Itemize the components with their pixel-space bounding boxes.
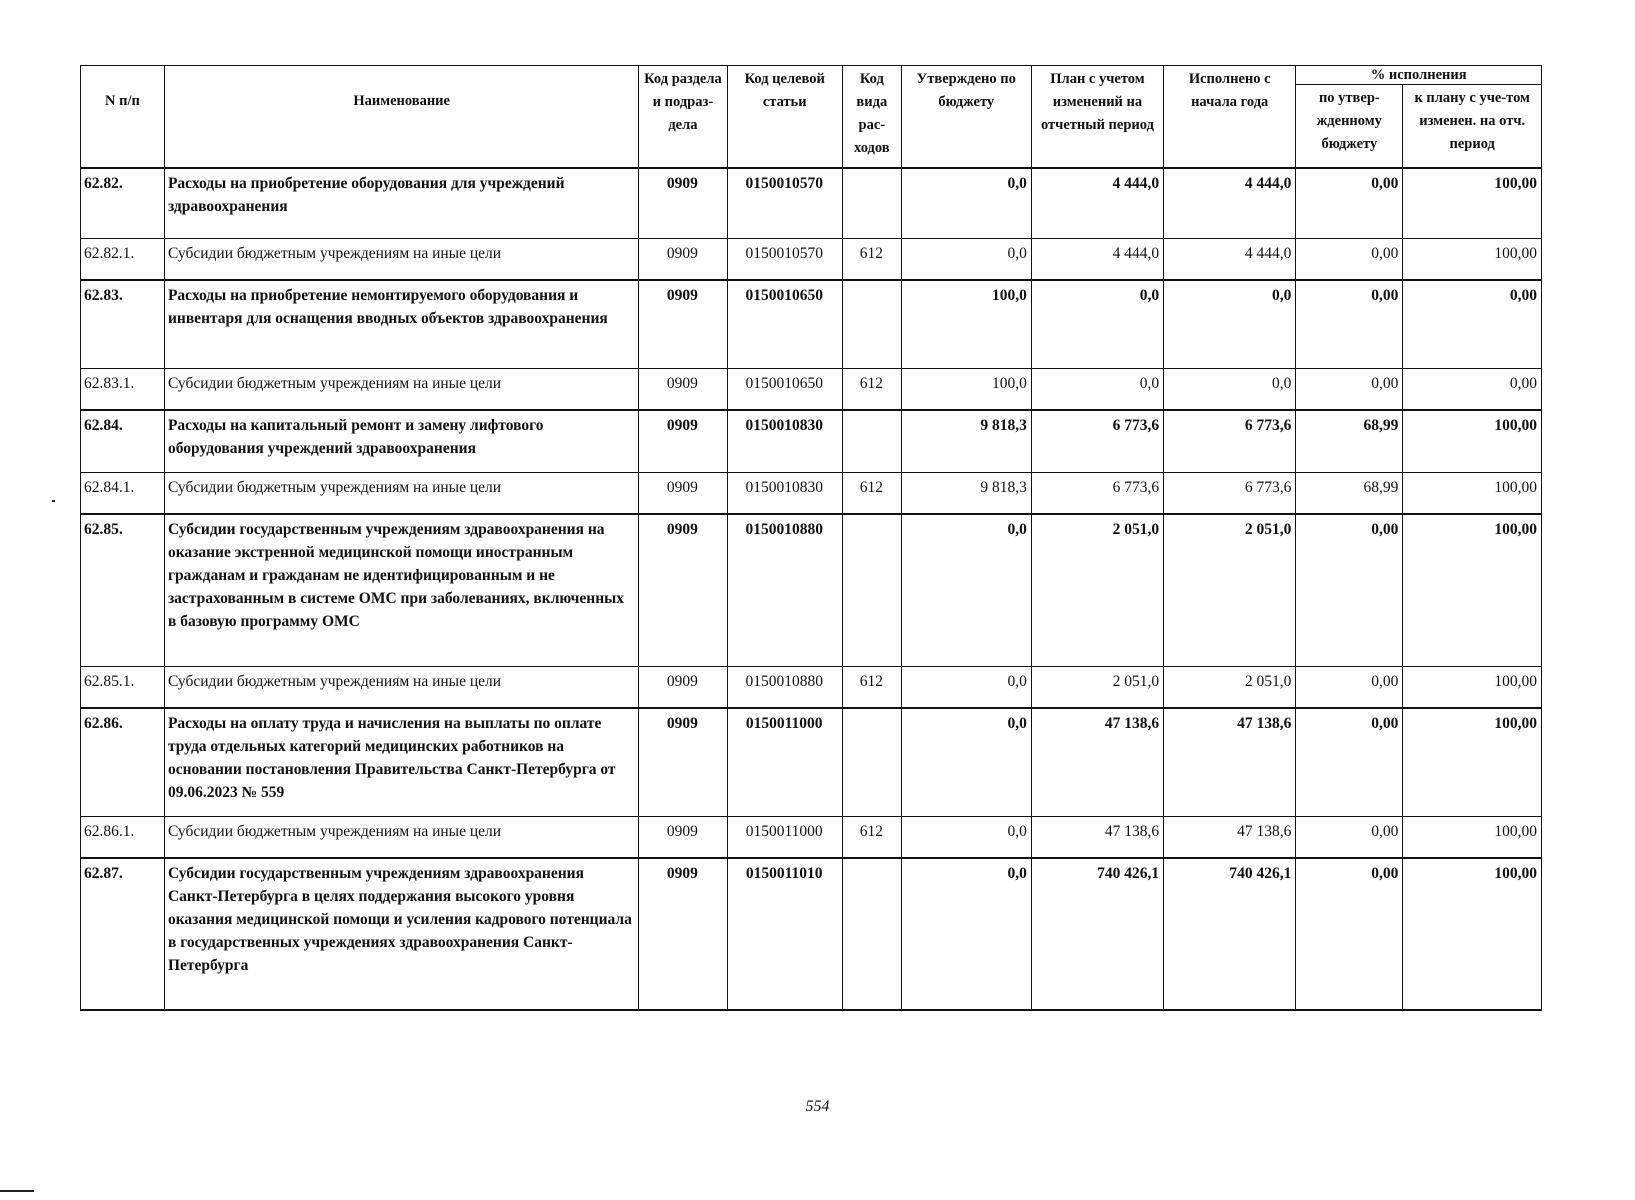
row-target-code: 0150010570 (727, 238, 842, 280)
row-approved: 9 818,3 (901, 472, 1031, 514)
row-target-code: 0150010830 (727, 410, 842, 472)
row-expense-code (842, 708, 901, 816)
header-pct-group: % исполнения (1296, 66, 1542, 85)
row-executed: 4 444,0 (1164, 168, 1296, 238)
row-expense-code: 612 (842, 472, 901, 514)
row-expense-code: 612 (842, 238, 901, 280)
row-expense-code (842, 858, 901, 1010)
row-name: Субсидии бюджетным учреждениям на иные цели (164, 238, 638, 280)
row-plan: 4 444,0 (1031, 238, 1163, 280)
row-plan: 0,0 (1031, 280, 1163, 368)
row-section-code: 0909 (639, 666, 727, 708)
header-name: Наименование (164, 66, 638, 169)
row-section-code: 0909 (639, 472, 727, 514)
table-row (81, 858, 1542, 1010)
row-section-code: 0909 (639, 168, 727, 238)
row-pct-plan: 100,00 (1403, 708, 1542, 816)
row-plan: 2 051,0 (1031, 666, 1163, 708)
row-target-code: 0150011000 (727, 708, 842, 816)
table-row (81, 666, 1542, 708)
row-name: Субсидии государственным учреждениям здравоохранения на оказание экстренной медицинской помощи иностранным гражданам и гражданам не идентифицированным и не застрахованным в системе ОМС при заболеваниях, включенных в базовую программу ОМС (164, 514, 638, 666)
row-target-code: 0150011010 (727, 858, 842, 1010)
row-expense-code (842, 280, 901, 368)
budget-execution-table (80, 65, 1542, 1011)
row-section-code: 0909 (639, 708, 727, 816)
row-approved: 100,0 (901, 280, 1031, 368)
row-plan: 0,0 (1031, 368, 1163, 410)
row-name: Расходы на капитальный ремонт и замену лифтового оборудования учреждений здравоохранения (164, 410, 638, 472)
row-number: 62.83.1. (81, 368, 165, 410)
row-executed: 0,0 (1164, 368, 1296, 410)
row-pct-plan: 100,00 (1403, 514, 1542, 666)
row-section-code: 0909 (639, 858, 727, 1010)
row-expense-code (842, 514, 901, 666)
table-row (81, 472, 1542, 514)
row-target-code: 0150010880 (727, 666, 842, 708)
row-name: Расходы на оплату труда и начисления на выплаты по оплате труда отдельных категорий медицинских работников на основании постановления Правительства Санкт-Петербурга от 09.06.2023 № 559 (164, 708, 638, 816)
row-approved: 0,0 (901, 708, 1031, 816)
row-pct-budget: 0,00 (1296, 708, 1403, 816)
row-number: 62.82. (81, 168, 165, 238)
row-number: 62.85. (81, 514, 165, 666)
row-expense-code: 612 (842, 666, 901, 708)
row-number: 62.82.1. (81, 238, 165, 280)
table-body (81, 168, 1542, 1010)
row-pct-plan: 100,00 (1403, 816, 1542, 858)
row-target-code: 0150011000 (727, 816, 842, 858)
header-approved: Утверждено по бюджету (901, 66, 1031, 169)
row-pct-budget: 0,00 (1296, 514, 1403, 666)
row-name: Расходы на приобретение оборудования для учреждений здравоохранения (164, 168, 638, 238)
header-executed: Исполнено с начала года (1164, 66, 1296, 169)
row-executed: 47 138,6 (1164, 708, 1296, 816)
row-pct-budget: 68,99 (1296, 410, 1403, 472)
table-header (81, 66, 1542, 169)
row-name: Расходы на приобретение немонтируемого оборудования и инвентаря для оснащения вводных объектов здравоохранения (164, 280, 638, 368)
row-executed: 740 426,1 (1164, 858, 1296, 1010)
table-row (81, 280, 1542, 368)
table-row (81, 238, 1542, 280)
row-pct-budget: 0,00 (1296, 368, 1403, 410)
row-target-code: 0150010880 (727, 514, 842, 666)
table-row (81, 410, 1542, 472)
row-executed: 2 051,0 (1164, 666, 1296, 708)
table-row (81, 514, 1542, 666)
row-name: Субсидии бюджетным учреждениям на иные цели (164, 472, 638, 514)
row-number: 62.85.1. (81, 666, 165, 708)
row-number: 62.87. (81, 858, 165, 1010)
row-name: Субсидии бюджетным учреждениям на иные цели (164, 816, 638, 858)
row-plan: 2 051,0 (1031, 514, 1163, 666)
header-section-code: Код раздела и подраз-дела (639, 66, 727, 169)
row-pct-plan: 100,00 (1403, 238, 1542, 280)
row-pct-plan: 0,00 (1403, 368, 1542, 410)
table-row (81, 168, 1542, 238)
row-number: 62.84. (81, 410, 165, 472)
row-approved: 9 818,3 (901, 410, 1031, 472)
row-name: Субсидии бюджетным учреждениям на иные цели (164, 666, 638, 708)
row-expense-code (842, 410, 901, 472)
row-name: Субсидии государственным учреждениям здравоохранения Санкт-Петербурга в целях поддержания высокого уровня оказания медицинской помощи и усиления кадрового потенциала в государственных учреждениях здравоохранения Санкт-Петербурга (164, 858, 638, 1010)
header-num: N п/п (81, 66, 165, 169)
row-approved: 0,0 (901, 858, 1031, 1010)
row-approved: 100,0 (901, 368, 1031, 410)
row-plan: 47 138,6 (1031, 816, 1163, 858)
header-plan: План с учетом изменений на отчетный период (1031, 66, 1163, 169)
row-pct-plan: 0,00 (1403, 280, 1542, 368)
row-section-code: 0909 (639, 816, 727, 858)
header-target-code: Код целевой статьи (727, 66, 842, 169)
row-pct-budget: 68,99 (1296, 472, 1403, 514)
row-executed: 0,0 (1164, 280, 1296, 368)
scan-dot-mark (52, 500, 55, 502)
row-executed: 6 773,6 (1164, 472, 1296, 514)
row-target-code: 0150010650 (727, 280, 842, 368)
row-section-code: 0909 (639, 410, 727, 472)
row-section-code: 0909 (639, 368, 727, 410)
row-executed: 4 444,0 (1164, 238, 1296, 280)
row-pct-plan: 100,00 (1403, 858, 1542, 1010)
row-expense-code (842, 168, 901, 238)
page-number: 554 (805, 1098, 830, 1115)
table-row (81, 816, 1542, 858)
row-pct-budget: 0,00 (1296, 816, 1403, 858)
row-section-code: 0909 (639, 238, 727, 280)
row-pct-plan: 100,00 (1403, 472, 1542, 514)
row-approved: 0,0 (901, 666, 1031, 708)
row-expense-code: 612 (842, 368, 901, 410)
row-pct-budget: 0,00 (1296, 238, 1403, 280)
row-approved: 0,0 (901, 168, 1031, 238)
row-plan: 47 138,6 (1031, 708, 1163, 816)
scan-edge-mark (0, 1190, 34, 1192)
row-plan: 740 426,1 (1031, 858, 1163, 1010)
table-row (81, 708, 1542, 816)
row-name: Субсидии бюджетным учреждениям на иные цели (164, 368, 638, 410)
row-number: 62.86. (81, 708, 165, 816)
header-expense-code: Код вида рас-ходов (842, 66, 901, 169)
row-pct-plan: 100,00 (1403, 168, 1542, 238)
row-pct-budget: 0,00 (1296, 168, 1403, 238)
row-number: 62.86.1. (81, 816, 165, 858)
row-approved: 0,0 (901, 816, 1031, 858)
row-pct-budget: 0,00 (1296, 666, 1403, 708)
row-number: 62.83. (81, 280, 165, 368)
header-pct-plan: к плану с уче-том изменен. на отч. период (1403, 85, 1542, 169)
row-pct-budget: 0,00 (1296, 280, 1403, 368)
row-section-code: 0909 (639, 280, 727, 368)
row-plan: 6 773,6 (1031, 472, 1163, 514)
row-executed: 47 138,6 (1164, 816, 1296, 858)
row-approved: 0,0 (901, 238, 1031, 280)
row-expense-code: 612 (842, 816, 901, 858)
row-executed: 2 051,0 (1164, 514, 1296, 666)
row-target-code: 0150010650 (727, 368, 842, 410)
row-pct-budget: 0,00 (1296, 858, 1403, 1010)
row-executed: 6 773,6 (1164, 410, 1296, 472)
table-row (81, 368, 1542, 410)
row-target-code: 0150010570 (727, 168, 842, 238)
row-pct-plan: 100,00 (1403, 410, 1542, 472)
row-section-code: 0909 (639, 514, 727, 666)
row-target-code: 0150010830 (727, 472, 842, 514)
row-approved: 0,0 (901, 514, 1031, 666)
header-pct-budget: по утвер-жденному бюджету (1296, 85, 1403, 169)
row-number: 62.84.1. (81, 472, 165, 514)
row-plan: 6 773,6 (1031, 410, 1163, 472)
row-plan: 4 444,0 (1031, 168, 1163, 238)
row-pct-plan: 100,00 (1403, 666, 1542, 708)
